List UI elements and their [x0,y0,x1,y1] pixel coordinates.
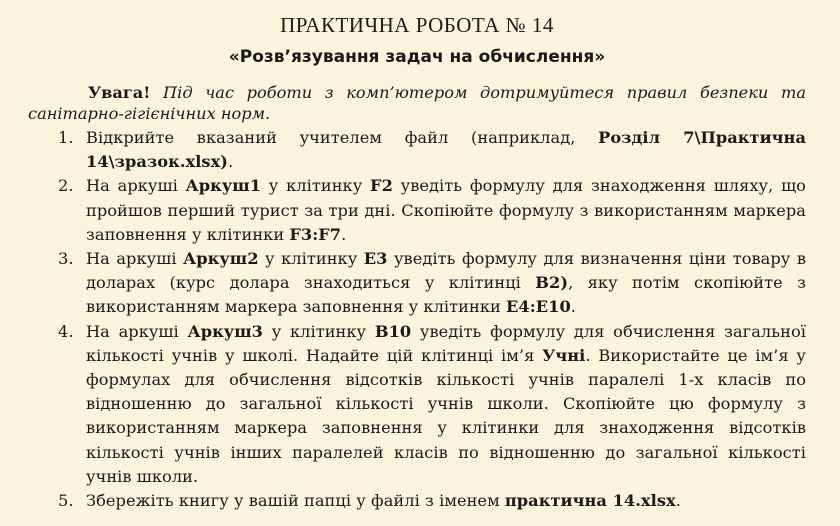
step-emphasis: Аркуш1 [185,176,262,196]
step-number: 2. [58,176,74,196]
step-text: Збережіть книгу у вашій папці у файлі з іменем [86,491,505,511]
step-item [28,247,806,320]
step-text: На аркуші [86,321,188,341]
step-emphasis: F2 [370,176,393,196]
step-emphasis: B2) [535,273,569,293]
step-emphasis: F3:F7 [289,224,342,244]
step-text: уведіть формулу для знаходження шляху, що пройшов перший турист за три дні. Скопіюйте формулу з використанням маркера заповнення у клітинки [86,176,806,244]
page-subtitle: «Розв’язування задач на обчислення» [228,47,606,67]
step-text: у клітинку [258,249,364,269]
warning-lead: Увага! [88,83,151,102]
step-item [28,126,806,174]
step-text: . [228,152,234,172]
step-text: На аркуші [86,176,186,196]
step-number: 3. [58,249,74,269]
step-emphasis: B10 [374,321,412,341]
step-text: . [675,491,681,511]
step-text: На аркуші [86,249,184,269]
safety-warning [28,82,806,124]
step-emphasis: Аркуш3 [187,321,263,341]
step-text: уведіть формулу для обчислення загальної кількості учнів у школі. Надайте цій клітинці ім’я [86,321,806,365]
step-text: уведіть формулу для визначення ціни товару в доларах (курс долара знаходиться у клітинці [86,249,806,293]
step-emphasis: Учні [542,345,586,365]
step-text: . [341,224,347,244]
warning-text: Під час роботи з комп’ютером дотримуйтеся правил безпеки та санітарно-гігієнічних норм. [28,83,806,123]
step-text: у клітинку [261,176,371,196]
step-emphasis: Розділ 7\Практична 14\зразок.xlsx) [86,128,806,172]
document-page [28,8,806,513]
steps-list [28,126,806,513]
step-text: у клітинку [262,321,375,341]
step-text: . Використайте це ім’я у формулах для обчислення відсотків кількості учнів паралелі 1-х класів по відношенню до загальної кількості учнів школи. Скопіюйте цю формулу з використанням маркера заповнення у клітинки для знаходження відсотків кількості учнів інших паралелей класів по відношенню до загальної кількості учнів школи. [86,345,806,486]
step-emphasis: E3 [363,249,388,269]
step-text: Відкрийте вказаний учителем файл (наприклад, [86,128,599,147]
step-emphasis: практична 14.xlsx [504,491,676,511]
step-item [28,489,806,513]
step-number: 4. [58,321,74,341]
step-item [28,174,806,247]
page-title: ПРАКТИЧНА РОБОТА № 14 [280,13,554,37]
step-emphasis: Аркуш2 [183,249,259,269]
step-emphasis: E4:E10 [506,297,571,317]
step-text: . [570,297,576,317]
step-item [28,320,806,489]
step-number: 5. [58,491,74,511]
step-number: 1. [58,128,74,147]
step-text: , яку потім скопіюйте з використанням маркера заповнення у клітинки [86,273,806,317]
